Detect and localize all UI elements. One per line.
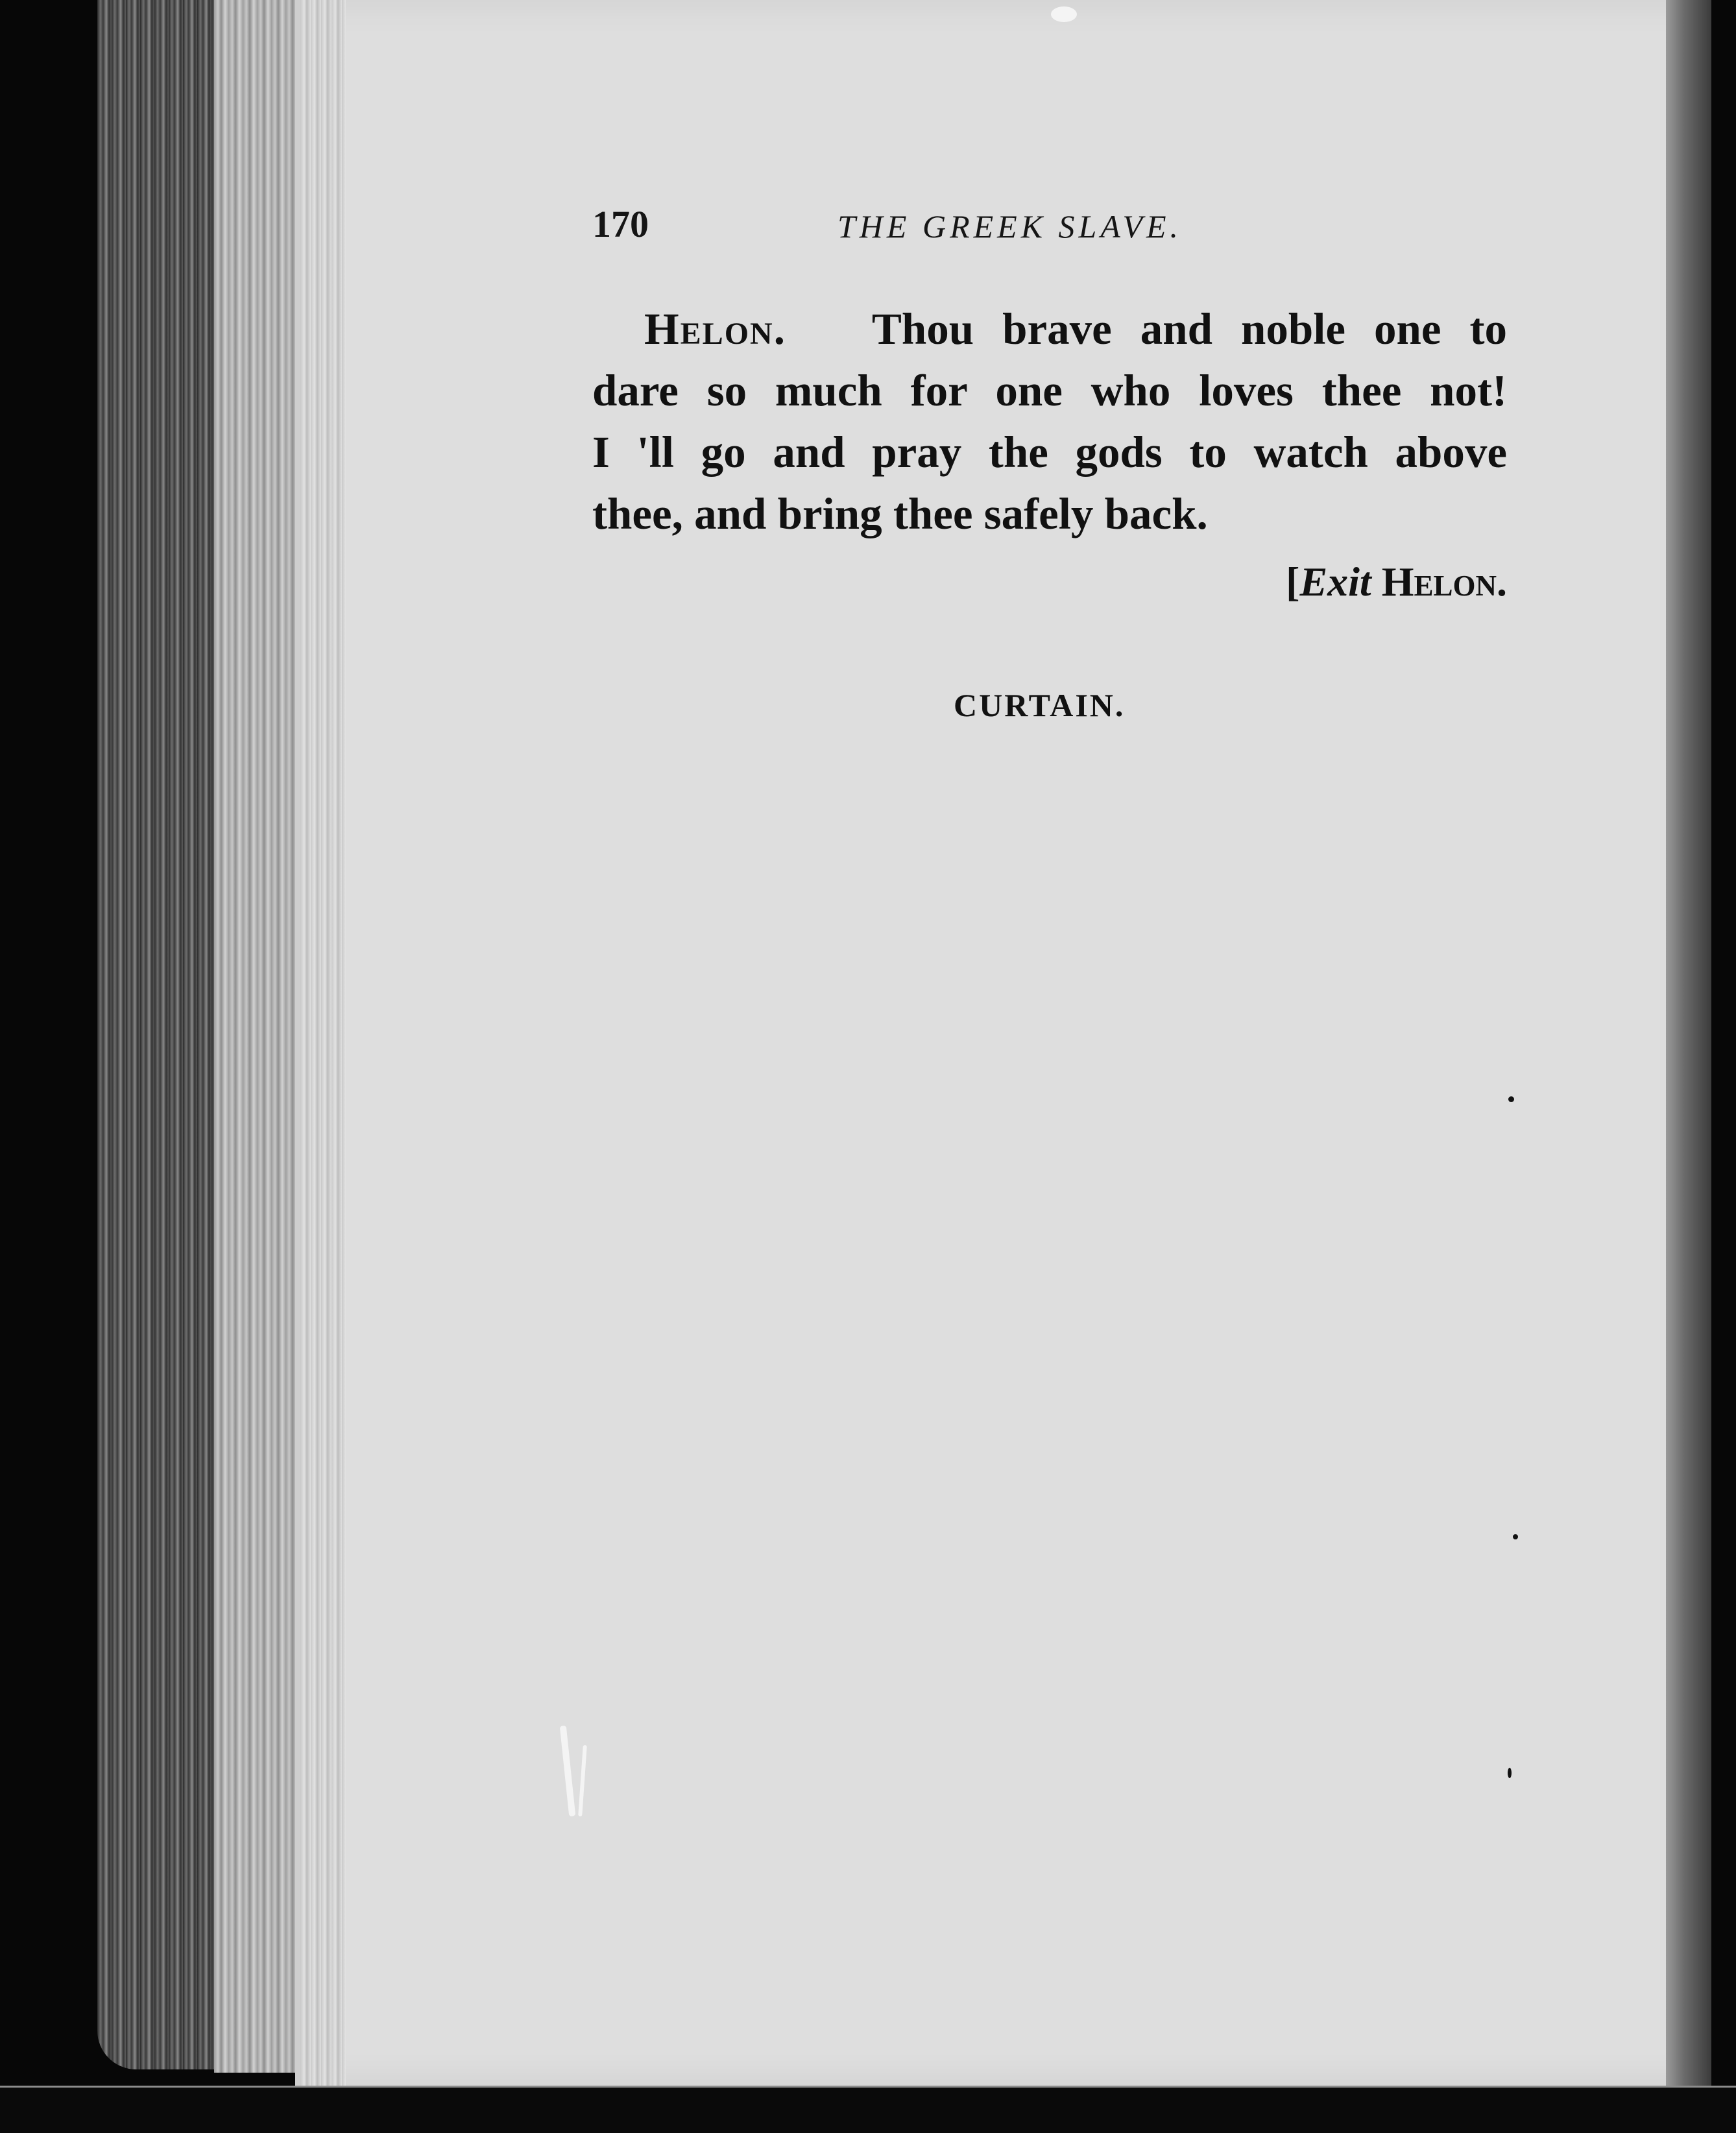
stage-direction xyxy=(592,558,1507,606)
speaker-name: Helon. xyxy=(644,304,786,354)
speech-line-1 xyxy=(592,298,1507,360)
speech-block xyxy=(592,298,1507,545)
curtain-heading: CURTAIN. xyxy=(954,687,1126,723)
stage-direction-character: Helon. xyxy=(1381,559,1507,605)
speech-line-3: I 'll go and pray the gods to watch above xyxy=(592,428,1507,477)
inner-page-edges xyxy=(300,0,346,2086)
ink-speck xyxy=(1508,1096,1514,1102)
scan-bottom-border xyxy=(0,2086,1736,2133)
ink-speck xyxy=(1508,1768,1512,1778)
page-number: 170 xyxy=(592,203,649,245)
running-header xyxy=(592,202,1513,261)
ink-speck xyxy=(1513,1534,1518,1539)
gutter-shadow xyxy=(1666,0,1711,2086)
stage-direction-bracket: [ xyxy=(1286,559,1300,605)
stage-direction-exit: Exit xyxy=(1299,559,1371,605)
speech-text: Thou brave and noble one to xyxy=(871,304,1507,354)
speech-line-4: thee, and bring thee safely back. xyxy=(592,489,1208,538)
scratch-mark xyxy=(1051,6,1077,22)
running-title: THE GREEK SLAVE. xyxy=(838,208,1182,245)
speech-line-2: dare so much for one who loves thee not! xyxy=(592,366,1507,415)
